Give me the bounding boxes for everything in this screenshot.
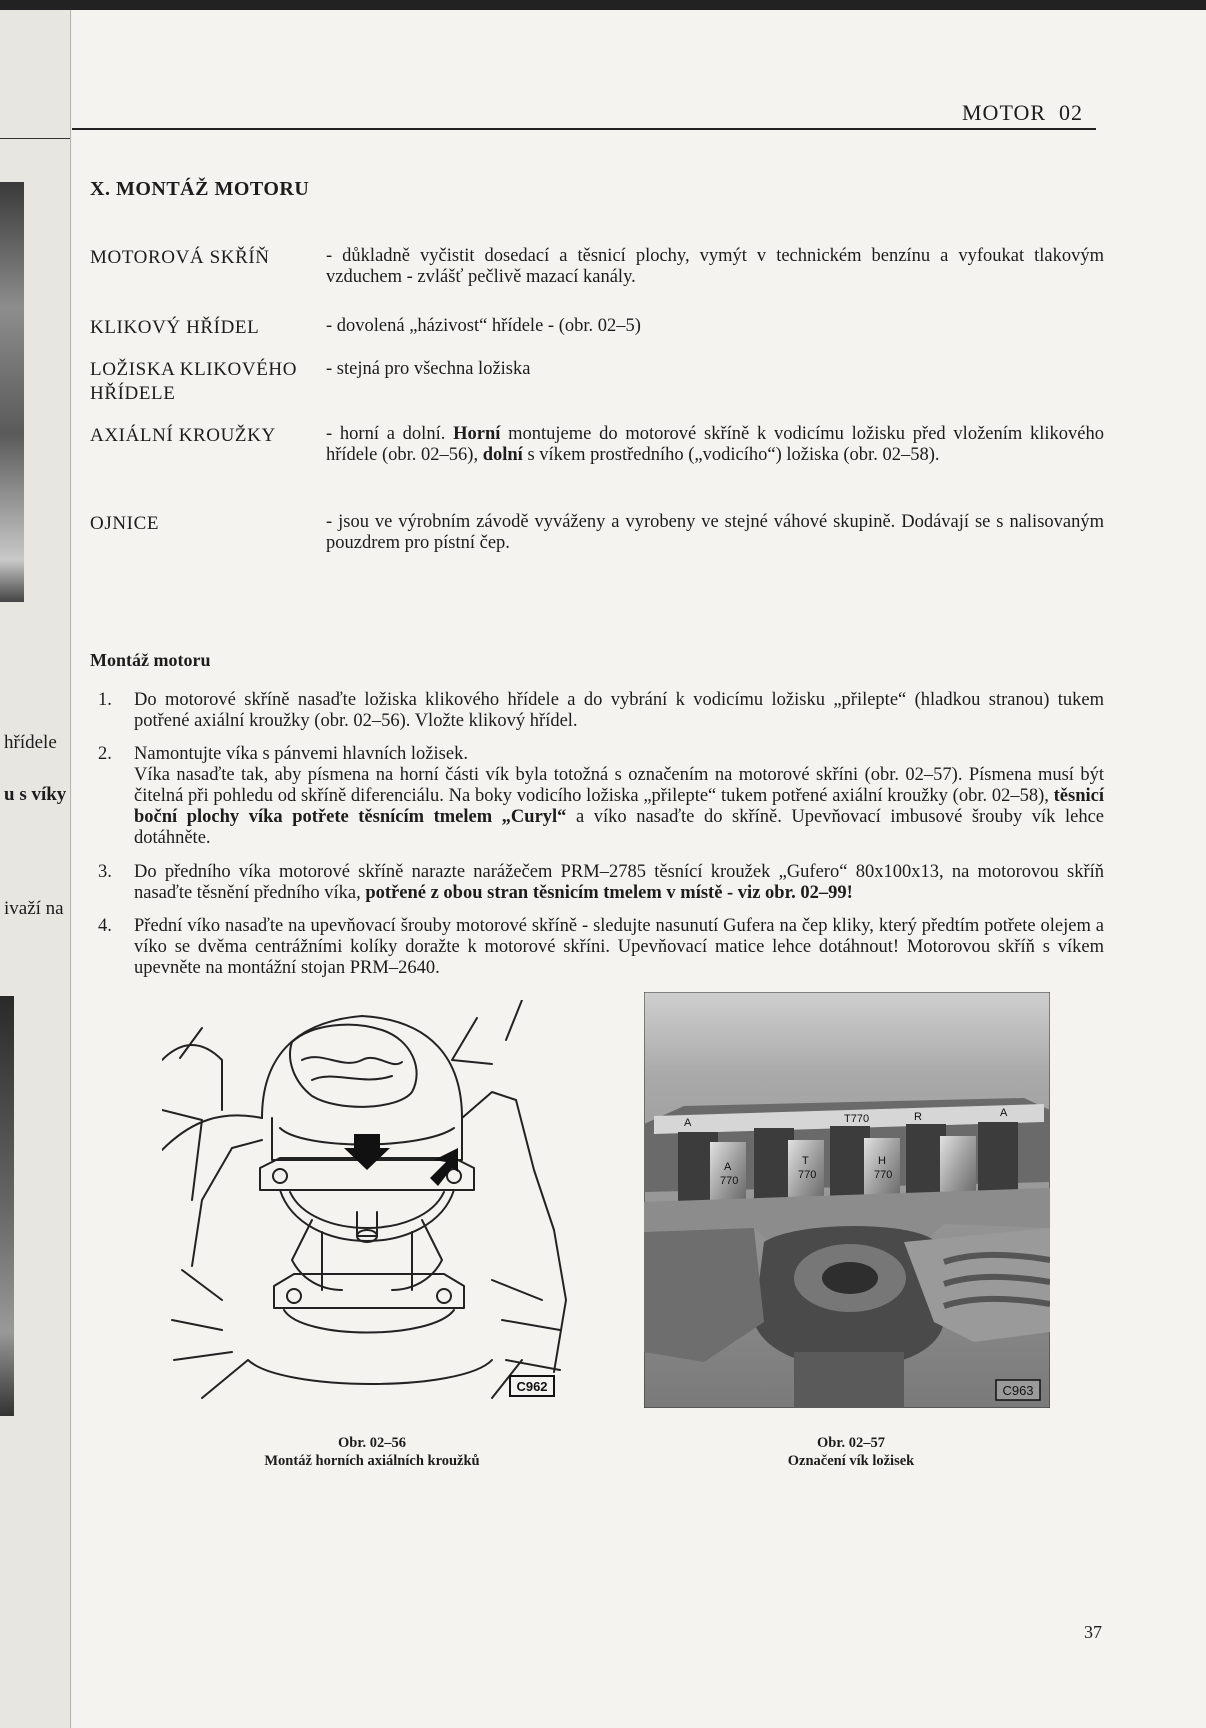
step-text: Přední víko nasaďte na upevňovací šrouby motorové skříně - sledujte nasunutí Gufera na čep kliky, který předtím potřete olejem a víko se dvěma centrážními kolíky doražte k motorové skříni. Upevňovací matice lehce dotáhnout! Motorovou skříň s víkem upevněte na montážní stojan PRM–2640. (134, 916, 1104, 978)
bearing-mark: A (724, 1161, 732, 1173)
bearing-mark: R (914, 1111, 922, 1123)
step-number: 3. (98, 862, 112, 882)
spec-text: - stejná pro všechna ložiska (326, 359, 531, 379)
step-text-part: Do předního víka motorové skříně narazte narážečem PRM–2785 těsnící kroužek „Gufero“ 80x100x13, na motorovou skříň nasaďte těsnění předního víka, (134, 862, 1104, 903)
section-title: X. MONTÁŽ MOTORU (90, 178, 310, 200)
spec-text: - jsou ve výrobním závodě vyváženy a vyrobeny ve stejné váhové skupině. Dodávají se s nalisovaným pouzdrem pro pístní čep. (326, 512, 1104, 553)
step-text-line: Namontujte víka s pánvemi hlavních ložisek. (134, 744, 468, 764)
figure-caption (222, 1434, 522, 1470)
spec-text-part: montujeme do motorové skříně k vodicímu ložisku před vložením klikového hřídele (obr. 02–56), (326, 424, 1105, 465)
step-text (134, 744, 1104, 849)
spec-label: MOTOROVÁ SKŘÍŇ (90, 247, 270, 268)
bearing-mark: A (1000, 1107, 1008, 1119)
caption-number: Obr. 02–56 (338, 1435, 406, 1451)
arrow-up-icon (430, 1148, 458, 1186)
step-text-part: a víko nasaďte do skříně. Upevňovací imbusové šrouby vík lehce dotáhněte. (134, 807, 1104, 848)
step-text-bold: těsnicí boční plochy víka potřete těsnícím tmelem „Curyl“ (134, 786, 1104, 827)
bearing-mark: T770 (844, 1113, 870, 1125)
spec-text: - dovolená „házivost“ hřídele - (obr. 02–5) (326, 316, 641, 336)
bearing-mark: T (802, 1155, 809, 1167)
manual-page (72, 10, 1206, 1728)
bearing-mark: A (684, 1117, 692, 1129)
arrow-down-icon (344, 1134, 390, 1170)
bearing-mark: H (878, 1155, 886, 1167)
figure-code: C963 (1002, 1383, 1034, 1398)
procedure-step (98, 916, 1104, 979)
page-number: 37 (1084, 1622, 1102, 1642)
step-text-line (134, 765, 1104, 849)
caption-number: Obr. 02–57 (817, 1435, 885, 1451)
figure-crankcase-photo (644, 992, 1050, 1408)
subsection-heading: Montáž motoru (90, 650, 211, 670)
chapter-header: MOTOR 02 (962, 100, 1084, 125)
caption-title: Označení vík ložisek (787, 1453, 915, 1469)
crankcase-photo-svg (644, 992, 1050, 1408)
procedure-step (98, 690, 1104, 732)
spec-text-part: - horní a dolní. (326, 424, 454, 444)
step-number: 1. (98, 690, 112, 710)
previous-page-rule (0, 138, 70, 139)
spec-label: AXIÁLNÍ KROUŽKY (90, 425, 276, 446)
spec-text-part: s víkem prostředního („vodicího“) ložiska (obr. 02–58). (522, 445, 940, 465)
step-text (134, 862, 1104, 904)
spec-label: LOŽISKA KLIKOVÉHO HŘÍDELE (90, 359, 298, 404)
previous-page-fragment: ivaží na (4, 898, 64, 919)
spec-label: KLIKOVÝ HŘÍDEL (90, 317, 260, 338)
scan-top-edge (0, 0, 1206, 10)
bearing-drawing-svg (162, 1000, 602, 1414)
step-number: 4. (98, 916, 112, 936)
spec-label: OJNICE (90, 513, 160, 534)
spec-text-bold: dolní (482, 445, 523, 465)
previous-page-edge (0, 10, 71, 1728)
bearing-mark: 770 (798, 1169, 817, 1181)
bearing-mark: 770 (720, 1175, 739, 1187)
spec-text (326, 424, 1104, 466)
previous-page-fragment: hřídele (4, 732, 57, 753)
previous-page-fragment: u s víky (4, 784, 67, 805)
step-text-bold: potřené z obou stran těsnicím tmelem v místě - viz obr. 02–99! (365, 883, 853, 903)
figure-bearing-drawing (162, 1000, 602, 1414)
step-text: Do motorové skříně nasaďte ložiska klikového hřídele a do vybrání k vodicímu ložisku „přilepte“ (hladkou stranou) tukem potřené axiální kroužky (obr. 02–56). Vložte klikový hřídel. (134, 690, 1104, 731)
spec-text-bold: Horní (453, 424, 501, 444)
procedure-step (98, 862, 1104, 904)
caption-title: Montáž horních axiálních kroužků (264, 1453, 480, 1469)
header-rule (72, 128, 1096, 130)
bearing-mark: 770 (874, 1169, 893, 1181)
procedure-step (98, 744, 1104, 849)
spec-text: - důkladně vyčistit dosedací a těsnicí plochy, vymýt v technickém benzínu a vyfoukat tlakovým vzduchem - zvlášť pečlivě mazací kanály. (326, 246, 1104, 287)
figure-code: C962 (516, 1379, 548, 1394)
step-text-part: Víka nasaďte tak, aby písmena na horní části vík byla totožná s označením na motorové skříni (obr. 02–57). Písmena musí být čitelná při pohledu od skříně diferenciálu. Na boky vodicího ložiska „přilepte“ tukem potřené axiální kroužky (obr. 02–58), (134, 765, 1104, 806)
previous-page-photo (0, 996, 14, 1416)
step-number: 2. (98, 744, 112, 764)
figure-caption (716, 1434, 986, 1470)
previous-page-photo (0, 182, 24, 602)
